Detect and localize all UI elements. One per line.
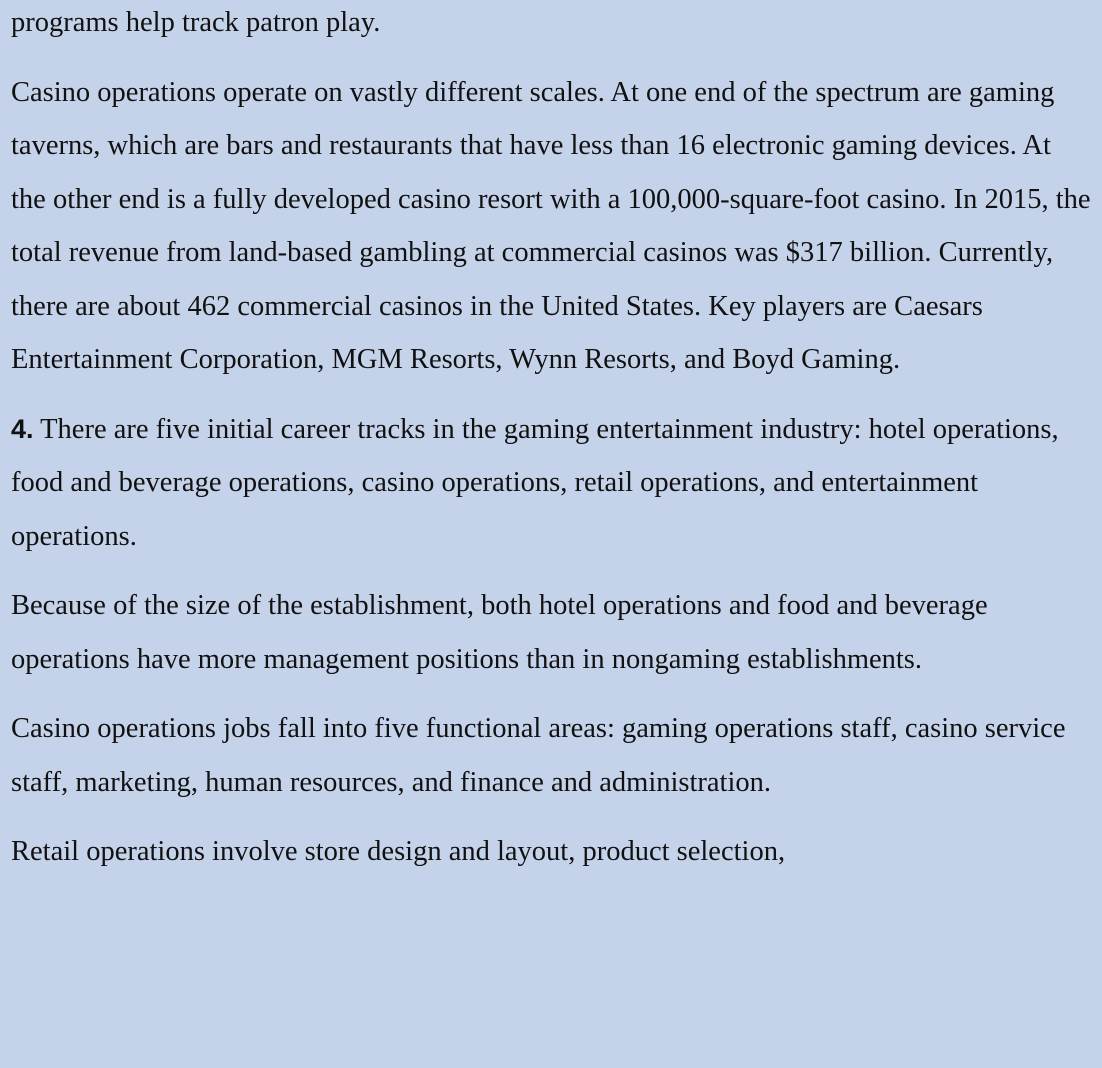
paragraph-text: Because of the size of the establishment, both hotel operations and food and beverage operations have more management positions than in nongaming establishments. (11, 590, 988, 675)
document-body (11, 0, 1091, 879)
paragraph-casino-jobs (11, 702, 1091, 809)
paragraph-retail-operations (11, 825, 1091, 879)
paragraph-text: Casino operations operate on vastly different scales. At one end of the spectrum are gaming taverns, which are bars and restaurants that have less than 16 electronic gaming devices. At the other end is a fully developed casino resort with a 100,000-square-foot casino. In 2015, the total revenue from land-based gambling at commercial casinos was $317 billion. Currently, there are about 462 commercial casinos in the United States. Key players are Caesars Entertainment Corporation, MGM Resorts, Wynn Resorts, and Boyd Gaming. (11, 76, 1091, 375)
paragraph-text: Casino operations jobs fall into five functional areas: gaming operations staff, casino service staff, marketing, human resources, and finance and administration. (11, 713, 1066, 798)
paragraph-career-tracks (11, 403, 1091, 564)
paragraph-hotel-food-operations (11, 579, 1091, 686)
paragraph-text: programs help track patron play. (11, 7, 381, 38)
paragraph-text: There are five initial career tracks in the gaming entertainment industry: hotel operations, food and beverage operations, casino operations, retail operations, and entertainment operations. (11, 413, 1059, 552)
paragraph-patron-play (11, 0, 1091, 50)
list-number: 4. (11, 413, 34, 444)
paragraph-casino-scales (11, 66, 1091, 387)
paragraph-text: Retail operations involve store design and layout, product selection, (11, 836, 786, 867)
